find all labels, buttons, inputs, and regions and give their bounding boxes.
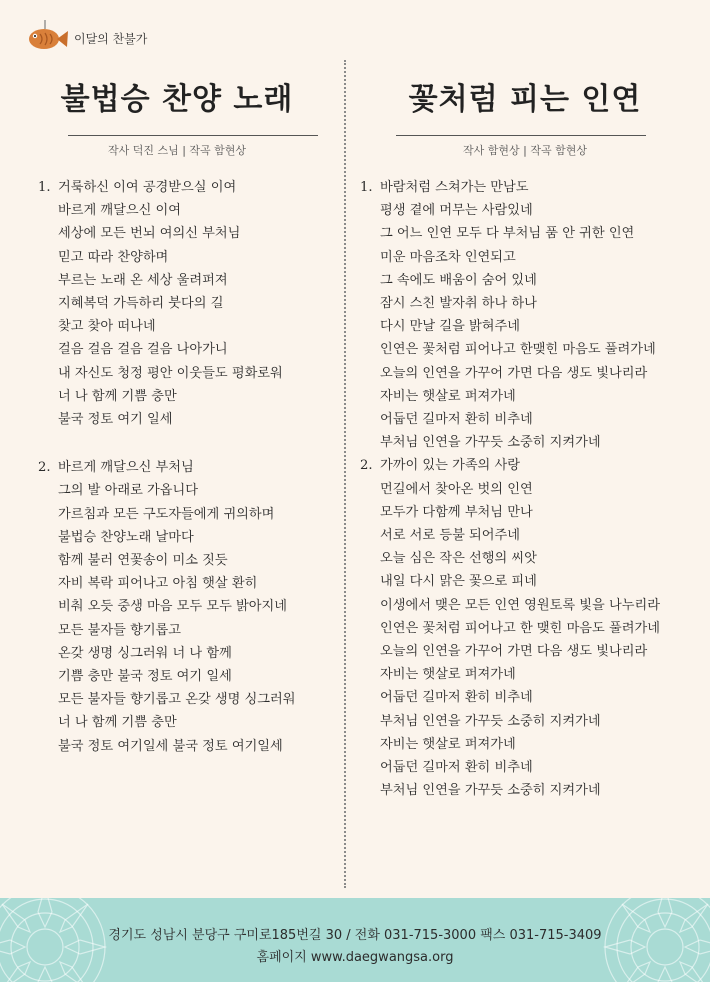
lyric-line <box>38 199 348 222</box>
lyric-line <box>360 478 670 501</box>
lyric-line <box>38 642 348 665</box>
lyric-text: 걸음 걸음 걸음 걸음 나아가니 <box>58 342 228 358</box>
title-rule <box>68 135 318 136</box>
lyric-text: 부르는 노래 온 세상 울려퍼져 <box>58 272 228 288</box>
lyric-line <box>360 663 670 686</box>
lyric-line <box>360 199 670 222</box>
lyric-text: 평생 곁에 머무는 사람있네 <box>380 203 533 219</box>
lyric-line <box>360 454 670 477</box>
lyric-text: 모든 불자들 향기롭고 온갖 생명 싱그러워 <box>58 692 296 708</box>
lyric-line <box>360 524 670 547</box>
lyric-line <box>360 547 670 570</box>
lyric-text: 세상에 모든 번뇌 여의신 부처님 <box>58 226 241 242</box>
lyric-text: 자비는 햇살로 퍼져가네 <box>380 736 516 752</box>
lyric-line <box>38 619 348 642</box>
lyric-text: 찾고 찾아 떠나네 <box>58 319 156 335</box>
verse <box>38 456 348 758</box>
lyric-line <box>360 779 670 802</box>
lyric-text: 바르게 깨달으신 부처님 <box>58 460 194 476</box>
lyric-line <box>38 338 348 361</box>
lyric-line <box>38 269 348 292</box>
lyric-text: 너 나 함께 기쁨 충만 <box>58 388 177 404</box>
lyrics <box>38 176 348 758</box>
lyric-line <box>360 431 670 454</box>
lyric-line <box>38 408 348 431</box>
lyric-line <box>360 269 670 292</box>
lyric-text: 오늘 심은 작은 선행의 씨앗 <box>380 551 537 567</box>
lyric-line <box>38 246 348 269</box>
lyric-line <box>38 688 348 711</box>
lyric-text: 가까이 있는 가족의 사랑 <box>380 458 520 474</box>
lyric-text: 오늘의 인연을 가꾸어 가면 다음 생도 빛나리라 <box>380 365 648 381</box>
lyric-line <box>360 292 670 315</box>
lyric-line <box>360 176 670 199</box>
lyric-line <box>360 362 670 385</box>
lyric-line <box>360 686 670 709</box>
lyric-text: 부처님 인연을 가꾸듯 소중히 지켜가네 <box>380 783 601 799</box>
lyric-line <box>38 456 348 479</box>
lyric-text: 어둡던 길마저 환히 비추네 <box>380 690 533 706</box>
lyric-line <box>38 526 348 549</box>
lyric-line <box>38 222 348 245</box>
lyric-text: 인연은 꽃처럼 피어나고 한 맺힌 마음도 풀려가네 <box>380 620 660 636</box>
lyric-text: 불법승 찬양노래 날마다 <box>58 529 194 545</box>
lyric-text: 다시 만날 길을 밝혀주네 <box>380 319 520 335</box>
lyric-line <box>360 222 670 245</box>
lyric-text: 내일 다시 맑은 꽃으로 피네 <box>380 574 537 590</box>
lyric-line <box>360 501 670 524</box>
lyric-line <box>38 176 348 199</box>
lyric-text: 불국 정토 여기일세 불국 정토 여기일세 <box>58 738 283 754</box>
lyric-text: 자비 복락 피어나고 아침 햇살 환히 <box>58 576 258 592</box>
lyric-line <box>38 292 348 315</box>
verse <box>360 176 670 454</box>
lyric-text: 그 어느 인연 모두 다 부처님 품 안 귀한 인연 <box>380 226 635 242</box>
lyric-text: 잠시 스친 발자취 하나 하나 <box>380 296 537 312</box>
lyric-text: 부처님 인연을 가꾸듯 소중히 지켜가네 <box>380 435 601 451</box>
lyric-line <box>360 617 670 640</box>
lyric-text: 자비는 햇살로 퍼져가네 <box>380 388 516 404</box>
title-rule <box>396 135 646 136</box>
lyric-text: 기쁨 충만 불국 정토 여기 일세 <box>58 669 232 685</box>
fish-bun-icon <box>26 20 70 52</box>
lyric-text: 그의 발 아래로 가옵니다 <box>58 483 198 499</box>
lyric-line <box>38 595 348 618</box>
lyric-line <box>38 711 348 734</box>
lyric-line <box>360 710 670 733</box>
verse-number: 1. <box>38 180 51 195</box>
footer <box>0 898 710 982</box>
verse-number: 2. <box>38 460 51 476</box>
lyric-line <box>38 735 348 758</box>
lyric-text: 미운 마음조차 인연되고 <box>380 249 516 265</box>
lyric-text: 불국 정토 여기 일세 <box>58 412 173 428</box>
lyric-text: 모두가 다함께 부처님 만나 <box>380 504 533 520</box>
lyric-line <box>360 315 670 338</box>
lyric-line <box>360 733 670 756</box>
lyric-line <box>360 408 670 431</box>
lyric-line <box>360 640 670 663</box>
lyric-text: 어둡던 길마저 환히 비추네 <box>380 760 533 776</box>
lyric-line <box>360 756 670 779</box>
lyric-text: 자비는 햇살로 퍼져가네 <box>380 667 516 683</box>
lyric-text: 모든 불자들 향기롭고 <box>58 622 182 638</box>
lyric-line <box>38 503 348 526</box>
lyric-text: 믿고 따라 찬양하며 <box>58 249 169 265</box>
lyric-text: 오늘의 인연을 가꾸어 가면 다음 생도 빛나리라 <box>380 644 648 660</box>
lyric-line <box>38 315 348 338</box>
header-title: 이달의 찬불가 <box>74 31 148 46</box>
lyric-text: 내 자신도 청정 평안 이웃들도 평화로워 <box>58 365 283 381</box>
lyric-text: 온갖 생명 싱그러워 너 나 함께 <box>58 645 232 661</box>
lyric-line <box>360 246 670 269</box>
song-title: 불법승 찬양 노래 <box>60 82 294 117</box>
verse-number: 2. <box>360 458 373 474</box>
verse <box>360 454 670 802</box>
footer-address: 경기도 성남시 분당구 구미로185번길 30 / 전화 031-715-3000 팩스 031-715-3409 <box>108 928 602 943</box>
lyric-text: 지혜복덕 가득하리 붓다의 길 <box>58 296 224 312</box>
lyric-line <box>38 549 348 572</box>
lyric-text: 너 나 함께 기쁨 충만 <box>58 715 177 731</box>
lyrics <box>360 176 670 802</box>
lyric-line <box>360 338 670 361</box>
lyric-text: 부처님 인연을 가꾸듯 소중히 지켜가네 <box>380 713 601 729</box>
lyric-line <box>38 572 348 595</box>
lyric-line <box>38 362 348 385</box>
lyric-text: 그 속에도 배움이 숨어 있네 <box>380 272 537 288</box>
lyric-line <box>38 479 348 502</box>
lyric-text: 가르침과 모든 구도자들에게 귀의하며 <box>58 506 275 522</box>
lyric-text: 비춰 오듯 중생 마음 모두 모두 밝아지네 <box>58 599 287 615</box>
lyric-text: 바르게 깨달으신 이여 <box>58 203 182 219</box>
lyric-line <box>360 570 670 593</box>
song-credits: 작사 함현상 | 작곡 함현상 <box>463 144 587 157</box>
header <box>26 20 147 52</box>
lyric-text: 서로 서로 등불 되어주네 <box>380 528 520 544</box>
song-credits: 작사 덕진 스님 | 작곡 함현상 <box>107 144 247 157</box>
footer-homepage[interactable]: 홈페이지 www.daegwangsa.org <box>256 950 454 965</box>
verse-number: 1. <box>360 180 373 195</box>
lyric-text: 이생에서 맺은 모든 인연 영원토록 빛을 나누리라 <box>380 597 660 613</box>
lyric-line <box>38 385 348 408</box>
lyric-text: 거룩하신 이여 공경받으실 이여 <box>58 180 237 195</box>
lyric-text: 함께 불러 연꽃송이 미소 짓듯 <box>58 553 228 569</box>
lyric-line <box>38 665 348 688</box>
song-title: 꽃처럼 피는 인연 <box>408 82 642 117</box>
verse <box>38 176 348 431</box>
lyric-text: 먼길에서 찾아온 벗의 인연 <box>380 481 533 497</box>
lyric-text: 인연은 꽃처럼 피어나고 한맺힌 마음도 풀려가네 <box>380 342 656 358</box>
lyric-text: 바람처럼 스쳐가는 만남도 <box>380 180 529 195</box>
lyric-text: 어둡던 길마저 환히 비추네 <box>380 412 533 428</box>
lyric-line <box>360 594 670 617</box>
lyric-line <box>360 385 670 408</box>
